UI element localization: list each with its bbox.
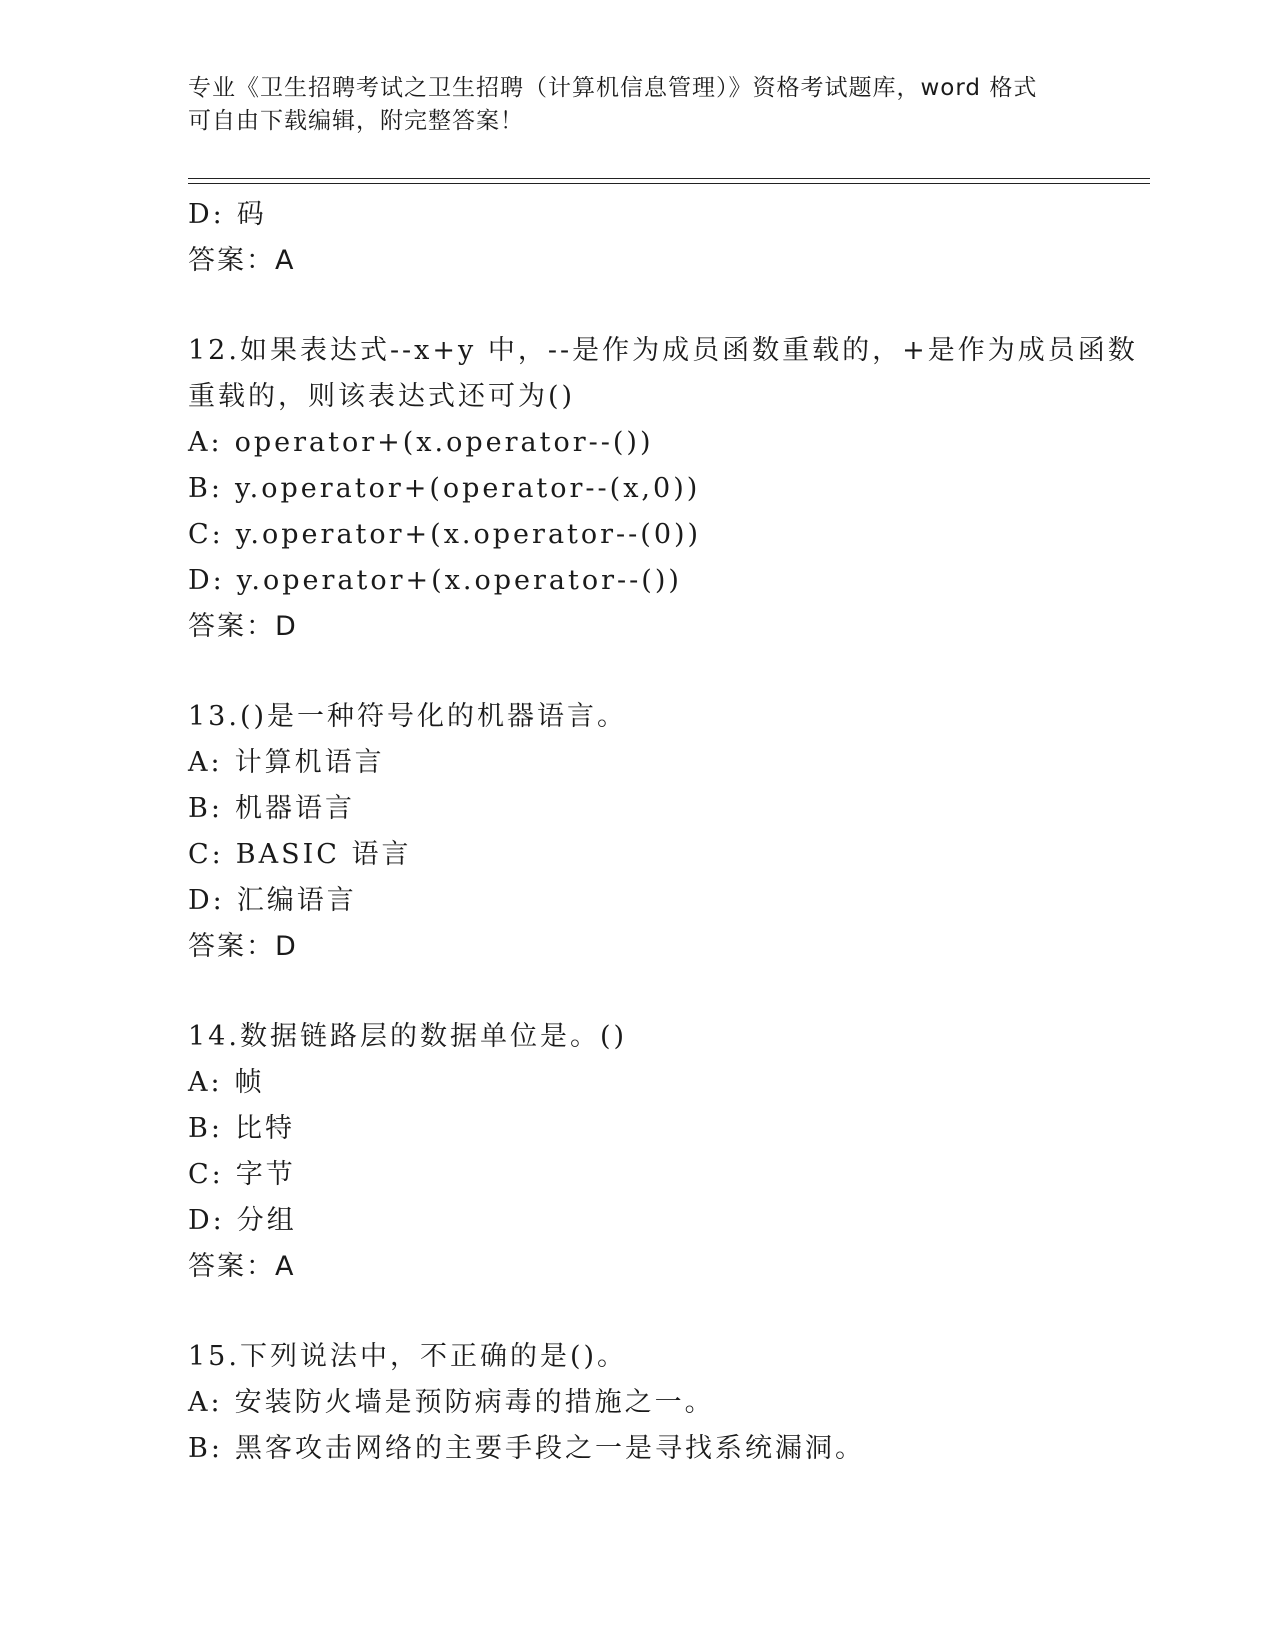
option-c	[188, 1152, 1148, 1198]
question-13-stem	[188, 694, 1148, 740]
option-a	[188, 1380, 1148, 1426]
question-stem-line: 重载的，则该表达式还可为()	[188, 381, 576, 412]
question-15-stem	[188, 1334, 1148, 1380]
question-stem-line: 14.数据链路层的数据单位是。()	[188, 1021, 628, 1052]
option-key: A:	[188, 1067, 223, 1098]
question-stem-line: 12.如果表达式--x+y 中，--是作为成员函数重载的，+是作为成员函数	[188, 335, 1138, 366]
option-a	[188, 740, 1148, 786]
option-a	[188, 1060, 1148, 1106]
option-b	[188, 466, 1148, 512]
option-key: C:	[188, 519, 224, 550]
question-12-stem	[188, 328, 1148, 420]
answer-line: 答案：A	[188, 245, 296, 276]
option-key: B:	[188, 1433, 223, 1464]
option-text: 黑客攻击网络的主要手段之一是寻找系统漏洞。	[234, 1433, 865, 1464]
option-key: D:	[188, 1205, 225, 1236]
question-stem-line: 13.()是一种符号化的机器语言。	[188, 701, 628, 732]
option-text: 安装防火墙是预防病毒的措施之一。	[234, 1387, 715, 1418]
option-d	[188, 192, 1148, 238]
option-key: B:	[188, 1113, 223, 1144]
option-text: BASIC 语言	[235, 839, 412, 870]
option-key: D:	[188, 199, 225, 230]
option-text: 帧	[234, 1067, 265, 1098]
option-c	[188, 512, 1148, 558]
option-d	[188, 878, 1148, 924]
question-14-stem	[188, 1014, 1148, 1060]
option-text: 汇编语言	[236, 885, 357, 916]
option-text: y.operator+(x.operator--(0))	[235, 519, 702, 550]
option-b	[188, 1426, 1148, 1472]
option-key: D:	[188, 885, 225, 916]
answer-line: 答案：A	[188, 1251, 296, 1282]
option-text: operator+(x.operator--())	[234, 427, 654, 458]
header-line-2: 可自由下载编辑，附完整答案！	[188, 108, 524, 134]
header-double-rule	[188, 178, 1150, 184]
option-key: A:	[188, 427, 223, 458]
option-text: 分组	[236, 1205, 297, 1236]
option-key: A:	[188, 747, 223, 778]
option-text: 字节	[235, 1159, 296, 1190]
option-d	[188, 558, 1148, 604]
option-d	[188, 1198, 1148, 1244]
option-key: B:	[188, 793, 223, 824]
option-text: y.operator+(operator--(x,0))	[234, 473, 701, 504]
answer-line: 答案：D	[188, 931, 298, 962]
header-line-1: 专业《卫生招聘考试之卫生招聘（计算机信息管理）》资格考试题库，word 格式	[188, 75, 1038, 101]
option-text: 码	[236, 199, 267, 230]
option-text: y.operator+(x.operator--())	[236, 565, 682, 596]
option-text: 机器语言	[234, 793, 355, 824]
option-key: D:	[188, 565, 225, 596]
option-text: 计算机语言	[234, 747, 385, 778]
option-key: C:	[188, 1159, 224, 1190]
option-key: A:	[188, 1387, 223, 1418]
answer-line: 答案：D	[188, 611, 298, 642]
document-header	[188, 72, 1088, 138]
option-key: B:	[188, 473, 223, 504]
question-stem-line: 15.下列说法中，不正确的是()。	[188, 1341, 628, 1372]
option-a	[188, 420, 1148, 466]
option-c	[188, 832, 1148, 878]
option-key: C:	[188, 839, 224, 870]
option-b	[188, 786, 1148, 832]
option-text: 比特	[234, 1113, 295, 1144]
option-b	[188, 1106, 1148, 1152]
question-content	[188, 192, 1148, 1472]
